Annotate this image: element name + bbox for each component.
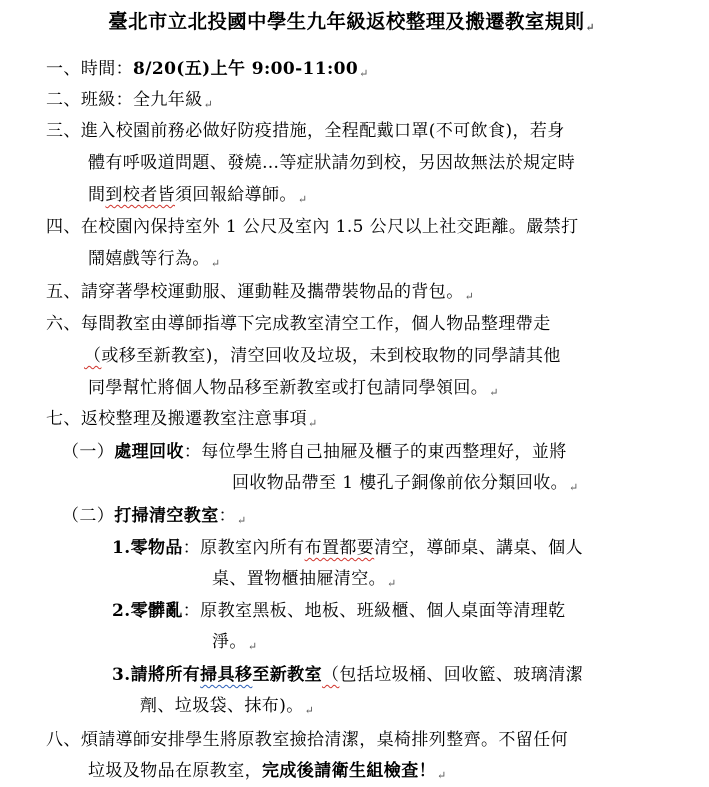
sub-sub-item-text: 原教室黑板、地板、班級櫃、個人桌面等清理乾 <box>200 601 566 621</box>
item-7-2-2-line-1 <box>112 600 566 622</box>
item-4-text: 鬧嬉戲等行為。 <box>88 249 210 269</box>
paragraph-mark: ↵ <box>247 640 258 653</box>
sub-sub-item-text-underlined: （ <box>321 665 340 685</box>
sub-item-number: （二） <box>62 506 115 526</box>
sub-sub-item-text: 劑、垃圾袋、抹布)。 <box>140 696 304 716</box>
item-6-line-2 <box>84 345 561 367</box>
sub-item-text: 每位學生將自己抽屜及櫃子的東西整理好，並將 <box>201 442 567 462</box>
item-3-text-underlined: 到校者皆 <box>105 185 176 205</box>
item-7-2-3-line-2 <box>140 695 314 722</box>
item-5-line <box>46 281 474 308</box>
sub-item-label: 打掃清空教室 <box>114 506 219 526</box>
item-3-line-2 <box>88 152 575 174</box>
item-7-1-line-1 <box>62 441 567 463</box>
item-6-text: 同學幫忙將個人物品移至新教室或打包請同學領回。 <box>88 378 489 398</box>
sub-item-text: 回收物品帶至 1 樓孔子銅像前依分類回收。 <box>232 473 569 493</box>
item-4-text: 在校園內保持室外 1 公尺及室內 1.5 公尺以上社交距離。嚴禁打 <box>80 217 579 237</box>
item-7-line <box>46 408 318 435</box>
paragraph-mark: ↵ <box>237 514 247 527</box>
paragraph-mark: ↵ <box>210 257 221 270</box>
item-3-text: 進入校園前務必做好防疫措施，全程配戴口罩(不可飲食)，若身 <box>80 121 565 141</box>
item-6-line-3 <box>88 377 499 404</box>
item-2-text: 班級：全九年級 <box>80 90 203 110</box>
item-number: 一、 <box>46 59 81 79</box>
item-3-line-1 <box>46 120 565 142</box>
sub-item-label: 處理回收 <box>114 442 184 462</box>
sub-sub-item-text: 、置物櫃抽屜清空。 <box>229 569 387 589</box>
paragraph-mark: ↵ <box>308 417 318 430</box>
sub-sub-item-text: 包括垃圾桶、回收籃、玻璃清潔 <box>339 665 583 685</box>
item-8-text: 垃圾及物品在原教室， <box>88 761 262 781</box>
paragraph-mark: ↵ <box>297 193 308 206</box>
item-number: 三、 <box>46 121 81 141</box>
sub-sub-item-label: 零物品 <box>130 538 183 558</box>
sub-sub-item-text: 淨。 <box>212 632 247 652</box>
item-7-2-2-line-2 <box>212 631 257 658</box>
sub-sub-item-text: 原教室內所有 <box>200 538 305 558</box>
item-8-text: 煩請導師安排學生將原教室撿拾清潔，桌椅排列整齊。不留任何 <box>80 730 569 750</box>
sub-sub-item-colon: ： <box>182 601 201 621</box>
paragraph-mark: ↵ <box>464 290 475 303</box>
item-number: 二、 <box>46 90 81 110</box>
sub-item-colon: ： <box>183 442 202 462</box>
item-7-2-line <box>62 505 247 532</box>
item-7-2-1-line-1 <box>112 537 583 559</box>
item-5-text: 請穿著學校運動服、運動鞋及攜帶裝物品的背包。 <box>80 282 464 302</box>
item-1-line <box>46 58 369 85</box>
sub-sub-item-label: 零髒亂 <box>130 601 183 621</box>
sub-sub-item-text: 桌 <box>212 569 230 589</box>
sub-item-number: （一） <box>62 442 115 462</box>
item-3-text: 間 <box>88 185 106 205</box>
paragraph-mark: ↵ <box>387 577 397 590</box>
sub-sub-item-text: 清空，導師桌、講桌、個人 <box>374 538 583 558</box>
item-number: 八、 <box>46 730 81 750</box>
sub-sub-item-number: 1. <box>112 538 131 558</box>
sub-sub-item-colon: ： <box>182 538 201 558</box>
item-6-text: 每間教室由導師指導下完成教室清空工作，個人物品整理帶走 <box>80 314 551 334</box>
paragraph-mark: ↵ <box>585 21 596 34</box>
item-6-line-1 <box>46 313 551 335</box>
sub-sub-item-number: 2. <box>112 601 131 621</box>
item-number: 六、 <box>46 314 81 334</box>
paragraph-mark: ↵ <box>359 67 369 80</box>
item-6-text-underlined: （ <box>84 346 102 366</box>
item-number: 七、 <box>46 409 81 429</box>
item-7-1-line-2 <box>232 472 579 499</box>
sub-sub-item-text-underlined: 布置都要 <box>304 538 375 558</box>
item-7-2-3-line-1 <box>112 664 583 686</box>
sub-sub-item-label: 至新教室 <box>252 665 322 685</box>
paragraph-mark: ↵ <box>437 769 447 782</box>
item-number: 四、 <box>46 217 81 237</box>
paragraph-mark: ↵ <box>489 386 499 399</box>
item-7-text: 返校整理及搬遷教室注意事項 <box>80 409 308 429</box>
item-4-line-2 <box>88 248 220 275</box>
paragraph-mark: ↵ <box>304 704 315 717</box>
item-8-line-1 <box>46 729 568 751</box>
paragraph-mark: ↵ <box>569 481 579 494</box>
item-number: 五、 <box>46 282 81 302</box>
item-7-2-1-line-2 <box>212 568 397 595</box>
sub-item-colon: ： <box>218 506 237 526</box>
sub-sub-item-label: 請將所有 <box>130 665 201 685</box>
sub-sub-item-number: 3. <box>112 665 131 685</box>
item-8-line-2 <box>88 760 447 787</box>
item-3-text: 須回報給導師。 <box>175 185 297 205</box>
item-6-text: 或移至新教室)，清空回收及垃圾，未到校取物的同學請其他 <box>101 346 561 366</box>
item-4-line-1 <box>46 216 578 238</box>
item-3-text: 體有呼吸道問題、發燒…等症狀請勿到校，另因故無法於規定時 <box>88 153 576 173</box>
document-title: 臺北市立北投國中學生九年級返校整理及搬遷教室規則↵ <box>108 10 596 34</box>
item-1-time-value: 8/20(五)上午 9:00-11:00 <box>133 59 359 79</box>
item-3-line-3 <box>88 184 307 211</box>
item-8-text-bold: 完成後請衛生組檢查！ <box>262 761 436 781</box>
item-1-label: 時間： <box>80 59 134 79</box>
item-2-line <box>46 89 213 116</box>
paragraph-mark: ↵ <box>203 98 214 111</box>
sub-sub-item-label-underlined: 掃具移 <box>200 665 253 685</box>
